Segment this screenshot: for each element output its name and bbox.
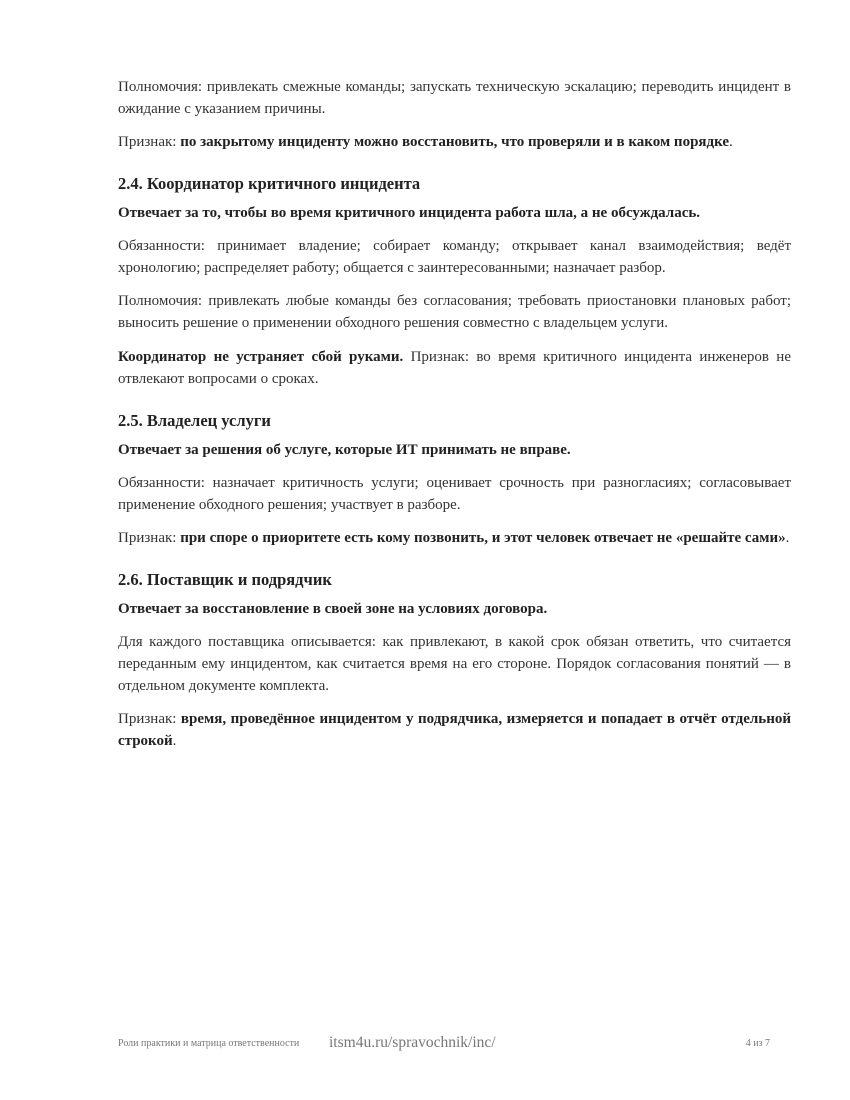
sign-text: при споре о приоритете есть кому позвонить, и этот человек отвечает не «решайте сами»: [180, 530, 786, 546]
note-bold: Координатор не устраняет сбой руками.: [118, 349, 404, 365]
duties-paragraph: Обязанности: назначает критичность услуги; оценивает срочность при разногласиях; согласовывает применение обходного решения; участвует в разборе.: [118, 475, 791, 513]
note-text: Признак: во время критичного инцидента инженеров не отвлекают вопросами о сроках.: [118, 349, 791, 387]
duties-paragraph: Обязанности: принимает владение; собирает команду; открывает канал взаимодействия; ведёт хронологию; распределяет работу; общается с заинтересованными; назначает разбор.: [118, 238, 791, 276]
note-paragraph: [118, 346, 791, 390]
section-heading-2-6: 2.6. Поставщик и подрядчик: [118, 570, 332, 589]
section-heading-2-5: 2.5. Владелец услуги: [118, 411, 271, 430]
page-body: [118, 76, 791, 752]
footer-link[interactable]: itsm4u.ru/spravochnik/inc/: [329, 1034, 496, 1051]
sign-end: .: [172, 733, 177, 749]
powers-paragraph: Полномочия: привлекать смежные команды; запускать техническую эскалацию; переводить инцидент в ожидание с указанием причины.: [118, 79, 791, 117]
responsibility-statement: Отвечает за то, чтобы во время критичного инцидента работа шла, а не обсуждалась.: [118, 205, 701, 221]
description-paragraph: Для каждого поставщика описывается: как привлекают, в какой срок обязан ответить, что считается переданным ему инцидентом, как считается время на его стороне. Порядок согласования понятий — в отдельном документе комплекта.: [118, 634, 791, 694]
sign-paragraph: [118, 131, 791, 153]
sign-text: время, проведённое инцидентом у подрядчика, измеряется и попадает в отчёт отдельной строкой: [118, 711, 791, 749]
footer-doc-title: Роли практики и матрица ответственности: [118, 1038, 300, 1049]
section-heading-2-4: 2.4. Координатор критичного инцидента: [118, 174, 421, 193]
sign-paragraph: [118, 708, 791, 752]
sign-paragraph: [118, 527, 791, 549]
page-footer: [118, 1034, 770, 1054]
powers-paragraph: Полномочия: привлекать любые команды без согласования; требовать приостановки плановых работ; выносить решение о применении обходного решения совместно с владельцем услуги.: [118, 293, 791, 331]
sign-label: Признак:: [118, 711, 181, 727]
sign-label: Признак:: [118, 134, 181, 150]
sign-text: по закрытому инциденту можно восстановить, что проверяли и в каком порядке: [180, 134, 730, 150]
page-number: 4 из 7: [745, 1038, 770, 1049]
sign-label: Признак:: [118, 530, 181, 546]
responsibility-statement: Отвечает за решения об услуге, которые ИТ принимать не вправе.: [118, 442, 571, 458]
sign-end: .: [729, 134, 733, 150]
responsibility-statement: Отвечает за восстановление в своей зоне на условиях договора.: [118, 601, 548, 617]
sign-end: .: [785, 530, 790, 546]
